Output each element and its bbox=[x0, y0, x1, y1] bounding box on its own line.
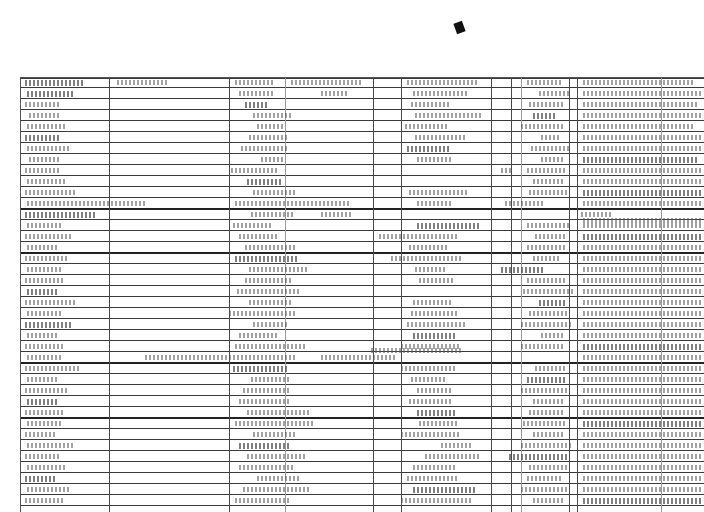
illegible-scan-text bbox=[25, 498, 63, 503]
illegible-scan-text bbox=[523, 289, 575, 294]
table-row-line bbox=[21, 78, 704, 79]
illegible-scan-text bbox=[27, 443, 73, 448]
table-row-line bbox=[21, 197, 704, 198]
illegible-scan-text bbox=[25, 256, 69, 261]
illegible-scan-text bbox=[583, 344, 701, 350]
illegible-scan-text bbox=[257, 476, 301, 481]
illegible-scan-text bbox=[25, 300, 75, 305]
table-row-line bbox=[21, 131, 704, 132]
illegible-scan-text bbox=[419, 421, 459, 426]
illegible-scan-text bbox=[527, 476, 563, 481]
illegible-scan-text bbox=[583, 157, 699, 163]
illegible-scan-text bbox=[401, 498, 471, 503]
table-row-line bbox=[21, 450, 704, 451]
ink-mark-icon bbox=[453, 21, 465, 34]
illegible-scan-text bbox=[409, 245, 449, 250]
illegible-scan-text bbox=[583, 113, 701, 118]
illegible-scan-text bbox=[235, 201, 291, 206]
illegible-scan-text bbox=[583, 201, 701, 206]
table-column-line bbox=[229, 78, 230, 512]
illegible-scan-text bbox=[235, 256, 297, 262]
illegible-scan-text bbox=[541, 333, 563, 338]
illegible-scan-text bbox=[583, 267, 701, 272]
illegible-scan-text bbox=[583, 333, 701, 338]
illegible-scan-text bbox=[415, 135, 465, 140]
illegible-scan-text bbox=[413, 91, 467, 96]
illegible-scan-text bbox=[521, 487, 569, 492]
illegible-scan-text bbox=[527, 223, 569, 228]
illegible-scan-text bbox=[583, 399, 701, 404]
illegible-scan-text bbox=[521, 443, 571, 448]
illegible-scan-text bbox=[523, 421, 567, 426]
table-row-line bbox=[21, 98, 704, 99]
illegible-scan-text bbox=[583, 300, 701, 305]
illegible-scan-text bbox=[411, 311, 457, 316]
illegible-scan-text bbox=[541, 135, 561, 140]
illegible-scan-text bbox=[25, 135, 61, 141]
illegible-scan-text bbox=[25, 366, 81, 371]
illegible-scan-text bbox=[411, 102, 451, 107]
illegible-scan-text bbox=[27, 223, 63, 228]
illegible-scan-text bbox=[407, 476, 457, 481]
table-row-line bbox=[21, 109, 704, 110]
illegible-scan-text bbox=[539, 91, 569, 96]
illegible-scan-text bbox=[417, 201, 451, 206]
illegible-scan-text bbox=[419, 278, 455, 283]
table-column-line bbox=[109, 78, 110, 512]
illegible-scan-text bbox=[583, 366, 701, 371]
illegible-scan-text bbox=[533, 179, 563, 184]
illegible-scan-text bbox=[583, 234, 701, 240]
illegible-scan-text bbox=[521, 322, 571, 327]
table-row-line bbox=[21, 175, 704, 176]
illegible-scan-text bbox=[241, 146, 287, 151]
illegible-scan-text bbox=[417, 223, 481, 229]
illegible-scan-text bbox=[533, 432, 565, 437]
table-row-line bbox=[21, 307, 704, 308]
table-row-line bbox=[21, 230, 704, 231]
illegible-scan-text bbox=[415, 267, 445, 272]
illegible-scan-text bbox=[533, 256, 561, 261]
illegible-scan-text bbox=[27, 91, 75, 97]
illegible-scan-text bbox=[27, 333, 57, 338]
illegible-scan-text bbox=[409, 190, 469, 195]
table-row-line bbox=[21, 241, 704, 242]
illegible-scan-text bbox=[583, 135, 701, 140]
table-row-line bbox=[21, 472, 704, 473]
illegible-scan-text bbox=[583, 388, 701, 393]
illegible-scan-text bbox=[291, 201, 351, 206]
table-row-line bbox=[21, 208, 704, 210]
illegible-scan-text bbox=[583, 102, 699, 107]
illegible-scan-text bbox=[413, 300, 453, 305]
illegible-scan-text bbox=[583, 80, 693, 85]
table-row-line bbox=[21, 153, 704, 154]
illegible-scan-text bbox=[27, 487, 71, 492]
illegible-scan-text bbox=[239, 333, 279, 338]
illegible-scan-text bbox=[583, 245, 701, 250]
illegible-scan-text bbox=[583, 179, 701, 184]
illegible-scan-text bbox=[233, 223, 273, 228]
illegible-scan-text bbox=[581, 212, 611, 217]
illegible-scan-text bbox=[27, 399, 59, 405]
illegible-scan-text bbox=[527, 80, 563, 85]
illegible-scan-text bbox=[539, 300, 565, 306]
illegible-scan-text bbox=[529, 465, 569, 470]
illegible-scan-text bbox=[245, 245, 297, 250]
illegible-scan-text bbox=[441, 443, 471, 448]
table-row-line bbox=[21, 142, 704, 143]
illegible-scan-text bbox=[239, 465, 293, 470]
illegible-scan-text bbox=[25, 102, 61, 107]
illegible-scan-text bbox=[533, 113, 557, 119]
illegible-scan-text bbox=[583, 289, 701, 294]
illegible-scan-text bbox=[253, 190, 295, 195]
illegible-scan-text bbox=[583, 91, 701, 96]
table-row-line bbox=[21, 395, 704, 396]
illegible-scan-text bbox=[583, 377, 701, 382]
illegible-scan-text bbox=[25, 278, 65, 283]
illegible-scan-text bbox=[417, 157, 453, 162]
table-row-line bbox=[21, 263, 704, 264]
illegible-scan-text bbox=[407, 146, 451, 152]
illegible-scan-text bbox=[529, 102, 563, 107]
document-intro bbox=[6, 3, 696, 4]
illegible-scan-text bbox=[425, 454, 481, 459]
illegible-scan-text bbox=[417, 388, 451, 393]
illegible-scan-text bbox=[243, 487, 309, 492]
illegible-scan-text bbox=[27, 311, 63, 316]
illegible-scan-text bbox=[583, 124, 693, 129]
table-row-line bbox=[21, 362, 704, 364]
illegible-scan-text bbox=[235, 344, 305, 349]
table-row-line bbox=[21, 351, 704, 352]
illegible-scan-text bbox=[583, 498, 701, 504]
table-row-line bbox=[21, 296, 704, 297]
table-column-line bbox=[491, 78, 492, 512]
illegible-scan-text bbox=[235, 80, 275, 85]
illegible-scan-text bbox=[25, 190, 75, 195]
illegible-scan-text bbox=[583, 190, 701, 196]
illegible-scan-text bbox=[529, 410, 565, 415]
illegible-scan-text bbox=[239, 234, 277, 239]
illegible-scan-text bbox=[583, 322, 701, 327]
illegible-scan-text bbox=[391, 256, 461, 261]
table-row-line bbox=[21, 252, 704, 254]
illegible-scan-text bbox=[583, 432, 701, 437]
illegible-scan-text bbox=[27, 245, 57, 250]
illegible-scan-text bbox=[535, 234, 565, 239]
illegible-scan-text bbox=[401, 366, 457, 371]
illegible-scan-text bbox=[27, 355, 61, 360]
illegible-scan-text bbox=[237, 289, 301, 294]
illegible-scan-text bbox=[25, 322, 71, 328]
illegible-scan-text bbox=[529, 190, 567, 195]
illegible-scan-text bbox=[29, 113, 59, 118]
illegible-scan-text bbox=[583, 256, 701, 261]
illegible-scan-text bbox=[239, 443, 289, 449]
illegible-scan-text bbox=[257, 124, 283, 129]
illegible-scan-text bbox=[501, 267, 545, 273]
illegible-scan-text bbox=[253, 432, 295, 437]
table-row-line bbox=[21, 417, 704, 419]
illegible-scan-text bbox=[529, 311, 567, 316]
illegible-scan-text bbox=[407, 80, 477, 85]
illegible-scan-text bbox=[533, 498, 563, 503]
illegible-scan-text bbox=[251, 377, 291, 382]
illegible-scan-text bbox=[409, 399, 453, 404]
illegible-scan-text bbox=[501, 168, 513, 173]
illegible-scan-text bbox=[239, 91, 273, 96]
table-row-line bbox=[21, 384, 704, 385]
illegible-scan-text bbox=[415, 113, 481, 118]
illegible-scan-text bbox=[239, 399, 291, 404]
illegible-scan-text bbox=[117, 80, 167, 85]
illegible-scan-text bbox=[509, 454, 569, 460]
illegible-scan-text bbox=[417, 410, 455, 416]
illegible-scan-text bbox=[251, 212, 295, 217]
illegible-scan-text bbox=[25, 168, 59, 173]
illegible-scan-text bbox=[407, 322, 467, 327]
illegible-scan-text bbox=[25, 432, 55, 437]
illegible-scan-text bbox=[27, 289, 57, 295]
illegible-scan-text bbox=[583, 355, 701, 360]
illegible-scan-text bbox=[401, 432, 461, 437]
illegible-scan-text bbox=[245, 278, 291, 283]
table-row-line bbox=[21, 373, 704, 374]
illegible-scan-text bbox=[27, 267, 63, 272]
illegible-scan-text bbox=[583, 146, 701, 151]
illegible-scan-text bbox=[25, 388, 69, 393]
illegible-scan-text bbox=[521, 124, 563, 129]
table-row-line bbox=[21, 505, 704, 506]
illegible-scan-text bbox=[321, 212, 351, 217]
illegible-scan-text bbox=[235, 498, 291, 503]
illegible-scan-text bbox=[527, 377, 567, 383]
illegible-scan-text bbox=[535, 366, 565, 371]
table-row-line bbox=[21, 428, 704, 429]
illegible-scan-text bbox=[405, 124, 449, 129]
illegible-scan-text bbox=[583, 311, 701, 316]
illegible-scan-text bbox=[583, 410, 701, 415]
illegible-scan-text bbox=[527, 278, 567, 283]
table-column-line bbox=[401, 78, 402, 512]
table-row-line bbox=[21, 461, 704, 462]
illegible-scan-text bbox=[583, 454, 701, 459]
illegible-scan-text bbox=[541, 157, 565, 162]
table-row-line bbox=[21, 274, 704, 275]
table-row-line bbox=[21, 186, 704, 187]
illegible-scan-text bbox=[145, 355, 295, 360]
illegible-scan-text bbox=[527, 245, 567, 250]
illegible-scan-text bbox=[25, 410, 65, 415]
illegible-scan-text bbox=[249, 267, 309, 272]
illegible-scan-text bbox=[583, 223, 701, 228]
illegible-scan-text bbox=[27, 421, 63, 426]
illegible-scan-text bbox=[27, 179, 67, 184]
illegible-scan-text bbox=[25, 234, 71, 239]
illegible-scan-text bbox=[27, 146, 71, 151]
illegible-scan-text bbox=[531, 146, 571, 151]
illegible-scan-text bbox=[583, 278, 701, 283]
illegible-scan-text bbox=[583, 168, 701, 173]
illegible-scan-text bbox=[249, 300, 293, 305]
illegible-scan-text bbox=[527, 168, 567, 173]
illegible-scan-text bbox=[413, 487, 477, 493]
illegible-scan-text bbox=[233, 366, 287, 372]
illegible-scan-text bbox=[583, 487, 701, 492]
table-column-line bbox=[373, 78, 374, 512]
table-row-line bbox=[21, 120, 704, 121]
illegible-scan-text bbox=[247, 410, 311, 415]
table-row-line bbox=[21, 329, 704, 330]
illegible-scan-text bbox=[25, 454, 59, 459]
table-row-line bbox=[21, 164, 704, 165]
illegible-scan-text bbox=[533, 399, 563, 404]
table-column-line bbox=[511, 78, 512, 512]
illegible-scan-text bbox=[411, 377, 447, 382]
illegible-scan-text bbox=[253, 322, 289, 327]
illegible-scan-text bbox=[25, 80, 85, 86]
illegible-scan-text bbox=[413, 465, 457, 470]
illegible-scan-text bbox=[247, 454, 307, 459]
illegible-scan-text bbox=[27, 124, 67, 129]
table-row-line bbox=[21, 439, 704, 440]
illegible-scan-text bbox=[505, 201, 545, 206]
illegible-scan-text bbox=[243, 388, 291, 393]
illegible-scan-text bbox=[583, 476, 701, 481]
table-row-line bbox=[21, 494, 704, 495]
illegible-scan-text bbox=[27, 377, 57, 382]
illegible-scan-text bbox=[235, 421, 315, 426]
illegible-scan-text bbox=[291, 80, 361, 85]
table-row-line bbox=[21, 406, 704, 407]
illegible-scan-text bbox=[229, 311, 297, 316]
scanned-data-table bbox=[20, 77, 704, 512]
table-row-line bbox=[21, 285, 704, 286]
illegible-scan-text bbox=[27, 465, 67, 470]
illegible-scan-text bbox=[253, 113, 293, 118]
illegible-scan-text bbox=[379, 234, 459, 239]
illegible-scan-text bbox=[27, 201, 147, 206]
illegible-scan-text bbox=[249, 135, 289, 140]
illegible-scan-text bbox=[245, 102, 267, 108]
illegible-scan-text bbox=[321, 355, 397, 360]
illegible-scan-text bbox=[413, 333, 457, 339]
table-row-line bbox=[21, 87, 704, 88]
table-row-line bbox=[21, 340, 704, 341]
illegible-scan-text bbox=[371, 348, 461, 353]
illegible-scan-text bbox=[521, 388, 569, 393]
illegible-scan-text bbox=[583, 465, 701, 470]
table-row-line bbox=[21, 483, 704, 484]
illegible-scan-text bbox=[25, 344, 65, 349]
illegible-scan-text bbox=[521, 344, 565, 349]
table-row-line bbox=[21, 318, 704, 319]
illegible-scan-text bbox=[25, 212, 95, 218]
illegible-scan-text bbox=[247, 179, 281, 185]
illegible-scan-text bbox=[321, 91, 349, 96]
illegible-scan-text bbox=[261, 157, 283, 162]
illegible-scan-text bbox=[231, 168, 279, 173]
illegible-scan-text bbox=[29, 157, 59, 162]
table-column-line bbox=[577, 78, 578, 512]
illegible-scan-text bbox=[583, 443, 701, 448]
illegible-scan-text bbox=[25, 476, 55, 482]
illegible-scan-text bbox=[583, 421, 701, 427]
